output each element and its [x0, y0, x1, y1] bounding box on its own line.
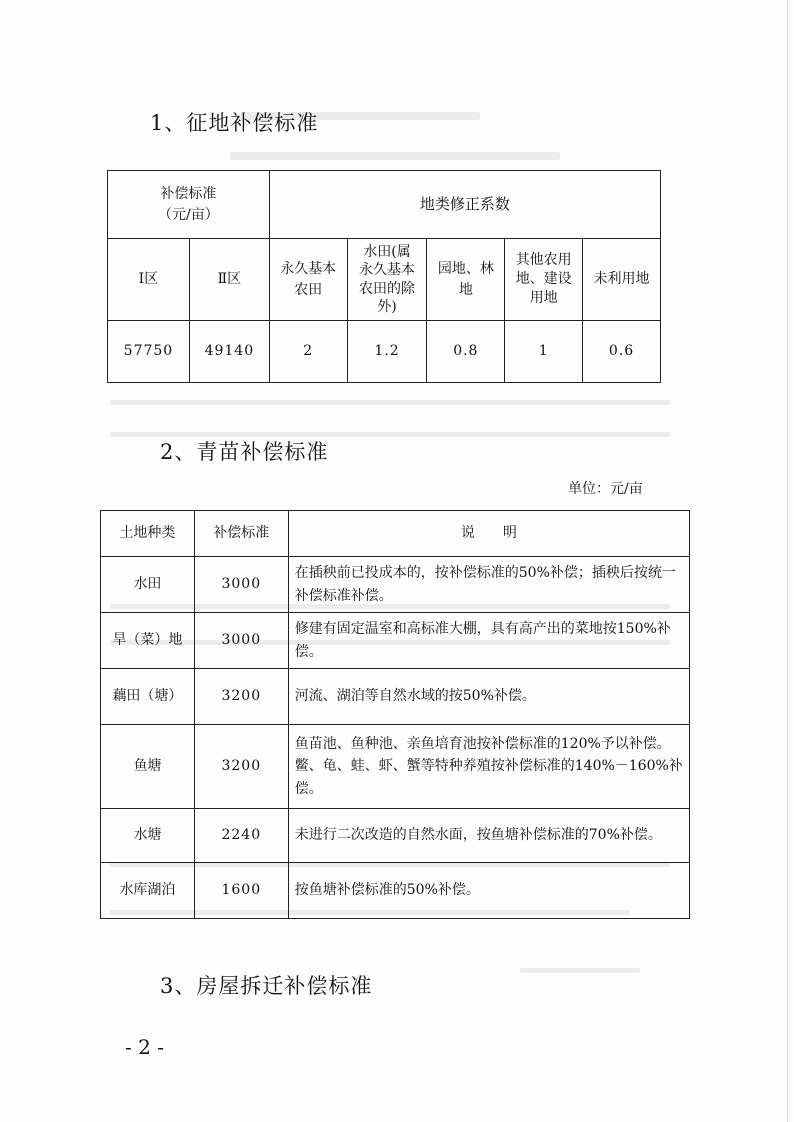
land-compensation-table [107, 170, 661, 383]
description-cell: 按鱼塘补偿标准的50%补偿。 [288, 863, 689, 919]
section-2-heading: 2、青苗补偿标准 [160, 440, 329, 464]
bleed-through-mark [110, 400, 670, 405]
land-type-cell: 水库湖泊 [101, 863, 195, 919]
col-header-land-type: 土地种类 [101, 511, 195, 557]
section-1-heading: 1、征地补偿标准 [150, 111, 319, 135]
section-3-heading: 3、房屋拆迁补偿标准 [160, 974, 373, 998]
page-number: - 2 - [125, 1035, 164, 1059]
land-type-cell: 水塘 [101, 809, 195, 863]
col-header-description: 说 明 [288, 511, 689, 557]
zone-1-label: Ⅰ区 [108, 239, 190, 321]
standard-cell: 3000 [194, 613, 288, 669]
land-type-cell: 藕田（塘） [101, 669, 195, 725]
standard-cell: 2240 [194, 809, 288, 863]
coef-value-other-farmland: 1 [505, 321, 583, 383]
zone-2-label: Ⅱ区 [189, 239, 269, 321]
page-edge [787, 0, 788, 1122]
land-type-cell: 水田 [101, 557, 195, 613]
zone-2-value: 49140 [189, 321, 269, 383]
description-cell: 鱼苗池、鱼种池、亲鱼培育池按补偿标准的120%予以补偿。鳖、龟、蛙、虾、蟹等特种养殖按补偿标准的140%－160%补偿。 [288, 725, 689, 809]
description-cell: 在插秧前已投成本的，按补偿标准的50%补偿；插秧后按统一补偿标准补偿。 [288, 557, 689, 613]
coef-value-unused-land: 0.6 [583, 321, 661, 383]
coef-label-paddy: 水田(属 永久基本 农田的除 外) [347, 239, 427, 321]
description-cell: 河流、湖泊等自然水域的按50%补偿。 [288, 669, 689, 725]
coef-label-permanent-farmland: 永久基本 农田 [269, 239, 347, 321]
coef-label-unused-land: 未利用地 [583, 239, 661, 321]
table-row [101, 809, 690, 863]
table-row [101, 863, 690, 919]
table-row [101, 725, 690, 809]
coef-value-permanent-farmland: 2 [269, 321, 347, 383]
coef-value-orchard-forest: 0.8 [427, 321, 505, 383]
description-cell: 修建有固定温室和高标准大棚，具有高产出的菜地按150%补偿。 [288, 613, 689, 669]
crop-compensation-table [100, 510, 690, 919]
zone-1-value: 57750 [108, 321, 190, 383]
land-type-cell: 鱼塘 [101, 725, 195, 809]
coefficient-header: 地类修正系数 [269, 171, 660, 239]
unit-label: 单位：元/亩 [568, 481, 643, 497]
compensation-standard-header: 补偿标准 （元/亩） [108, 171, 270, 239]
bleed-through-mark [520, 968, 640, 973]
coef-label-other-farmland: 其他农用 地、建设 用地 [505, 239, 583, 321]
standard-cell: 1600 [194, 863, 288, 919]
table-row [101, 669, 690, 725]
coef-label-orchard-forest: 园地、林 地 [427, 239, 505, 321]
table-row [101, 613, 690, 669]
table-row [101, 557, 690, 613]
col-header-standard: 补偿标准 [194, 511, 288, 557]
bleed-through-mark [230, 152, 560, 160]
standard-cell: 3200 [194, 669, 288, 725]
coef-value-paddy: 1.2 [347, 321, 427, 383]
description-cell: 未进行二次改造的自然水面，按鱼塘补偿标准的70%补偿。 [288, 809, 689, 863]
standard-cell: 3000 [194, 557, 288, 613]
standard-cell: 3200 [194, 725, 288, 809]
land-type-cell: 旱（菜）地 [101, 613, 195, 669]
